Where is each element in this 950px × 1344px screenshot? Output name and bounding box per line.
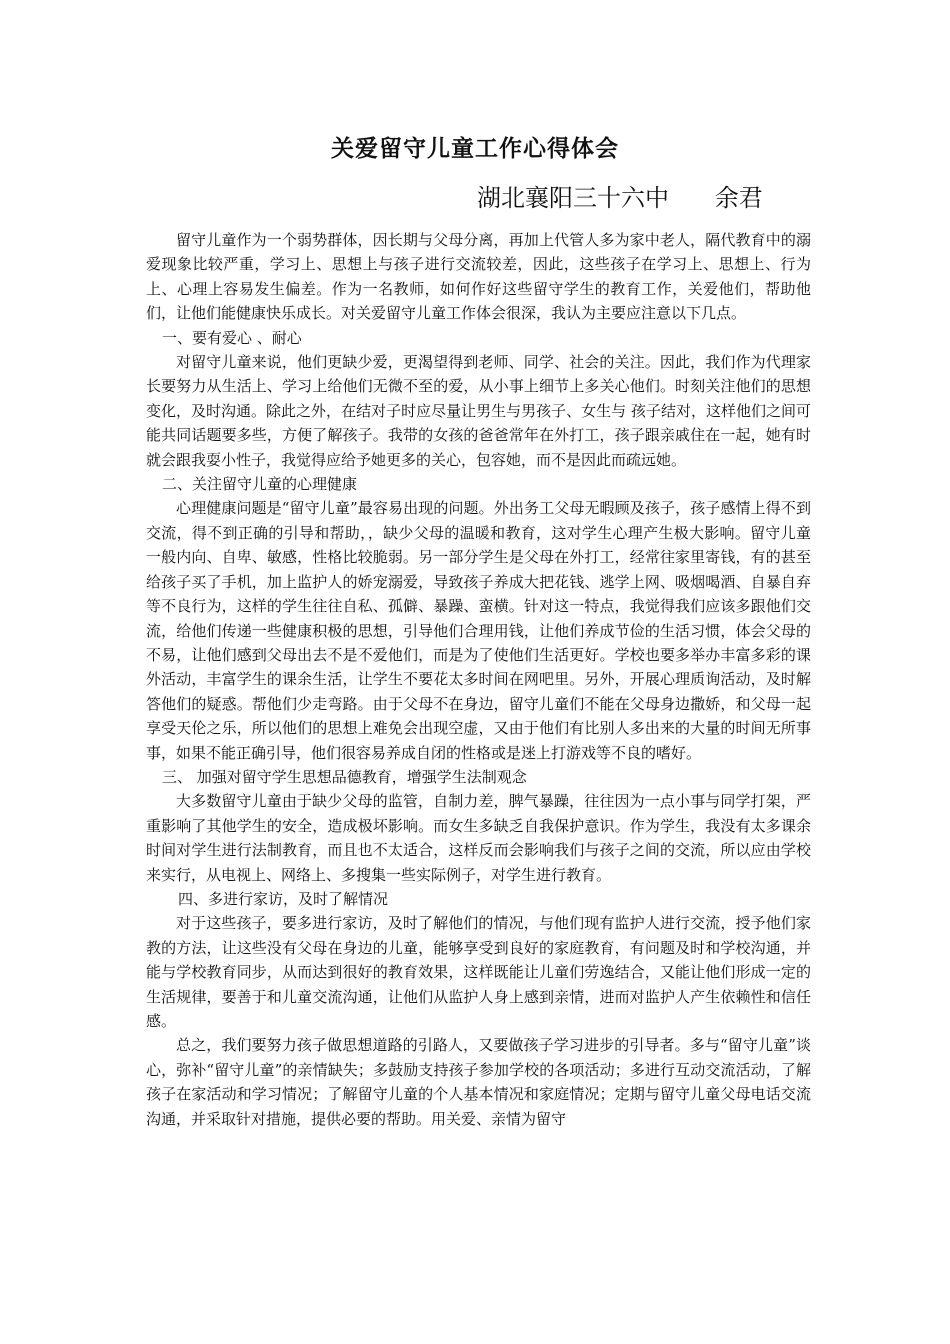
section-paragraph-4: 对于这些孩子，要多进行家访，及时了解他们的情况，与他们现有监护人进行交流，授予他们家教的方法，让这些没有父母在身边的儿童，能够享受到良好的家庭教育，有问题及时和学校沟通，并能与学校教育同步，从而达到很好的教育效果，这样既能让儿童们劳逸结合，又能让他们形成一定的生活规律，要善于和儿童交流沟通，让他们从监护人身上感到亲情，进而对监护人产生依赖性和信任感。 [146,914,811,1030]
section-heading-4: 四、多进行家访，及时了解情况 [178,889,389,908]
document-title: 关爱留守儿童工作心得体会 [331,135,619,162]
author-line: 湖北襄阳三十六中 余君 [477,184,763,212]
document-body [146,228,811,1131]
section-heading-2: 二、关注留守儿童的心理健康 [162,475,358,494]
intro-paragraph: 留守儿童作为一个弱势群体，因长期与父母分离，再加上代管人多为家中老人，隔代教育中的溺爱现象比较严重，学习上、思想上与孩子进行交流较差，因此，这些孩子在学习上、思想上、行为上、心理上容易发生偏差。作为一名教师，如何作好这些留守学生的教育工作，关爱他们，帮助他们，让他们能健康快乐成长。对关爱留守儿童工作体会很深，我认为主要应注意以下几点。 [146,231,811,323]
section-paragraph-2: 心理健康问题是“留守儿童”最容易出现的问题。外出务工父母无暇顾及孩子，孩子感情上得不到交流，得不到正确的引导和帮助，，缺少父母的温暖和教育，这对学生心理产生极大影响。留守儿童一般内向、自卑、敏感，性格比较脆弱。另一部分学生是父母在外打工，经常往家里寄钱，有的甚至给孩子买了手机，加上监护人的娇宠溺爱，导致孩子养成大把花钱、逃学上网、吸烟喝酒、自暴自弃等不良行为，这样的学生往往自私、孤僻、暴躁、蛮横。针对这一特点，我觉得我们应该多跟他们交流，给他们传递一些健康积极的思想，引导他们合理用钱，让他们养成节俭的生活习惯，体会父母的不易，让他们感到父母出去不是不爱他们，而是为了使他们生活更好。学校也要多举办丰富多彩的课外活动，丰富学生的课余生活，让学生不要花太多时间在网吧里。另外，开展心理质询活动，及时解答他们的疑惑。帮他们少走弯路。由于父母不在身边，留守儿童们不能在父母身边撒娇，和父母一起享受天伦之乐，所以他们的思想上难免会出现空虚，又由于他们有比别人多出来的大量的时间无所事事，如果不能正确引导，他们很容易养成自闭的性格或是迷上打游戏等不良的嗜好。 [146,499,811,762]
section-heading-1: 一、要有爱心 、耐心 [162,328,302,347]
section-paragraph-3: 大多数留守儿童由于缺少父母的监管，自制力差，脾气暴躁，往往因为一点小事与同学打架，严重影响了其他学生的安全，造成极坏影响。而女生多缺乏自我保护意识。作为学生，我没有太多课余时间对学生进行法制教育，而且也不太适合，这样反而会影响我们与孩子之间的交流，所以应由学校来实行，从电视上、网络上、多搜集一些实际例子，对学生进行教育。 [146,792,811,884]
section-heading-3: 三、 加强对留守学生思想品德教育，增强学生法制观念 [162,767,527,786]
conclusion-paragraph: 总之，我们要努力孩子做思想道路的引路人，又要做孩子学习进步的引导者。多与“留守儿童”谈心，弥补“留守儿童”的亲情缺失；多鼓励支持孩子参加学校的各项活动；多进行互动交流活动，了解孩子在家活动和学习情况；了解留守儿童的个人基本情况和家庭情况；定期与留守儿童父母电话交流沟通，并采取针对措施，提供必要的帮助。用关爱、亲情为留守 [146,1036,811,1128]
section-paragraph-1: 对留守儿童来说，他们更缺少爱，更渴望得到老师、同学、社会的关注。因此，我们作为代理家长要努力从生活上、学习上给他们无微不至的爱，从小事上细节上多关心他们。时刻关注他们的思想变化，及时沟通。除此之外，在结对子时应尽量让男生与男孩子、女生与 孩子结对，这样他们之间可能共同话题要多些，方便了解孩子。我带的女孩的爸爸常年在外打工，孩子跟亲戚住在一起，她有时就会跟我耍小性子，我觉得应给予她更多的关心，包容她，而不是因此而疏远她。 [146,353,811,469]
